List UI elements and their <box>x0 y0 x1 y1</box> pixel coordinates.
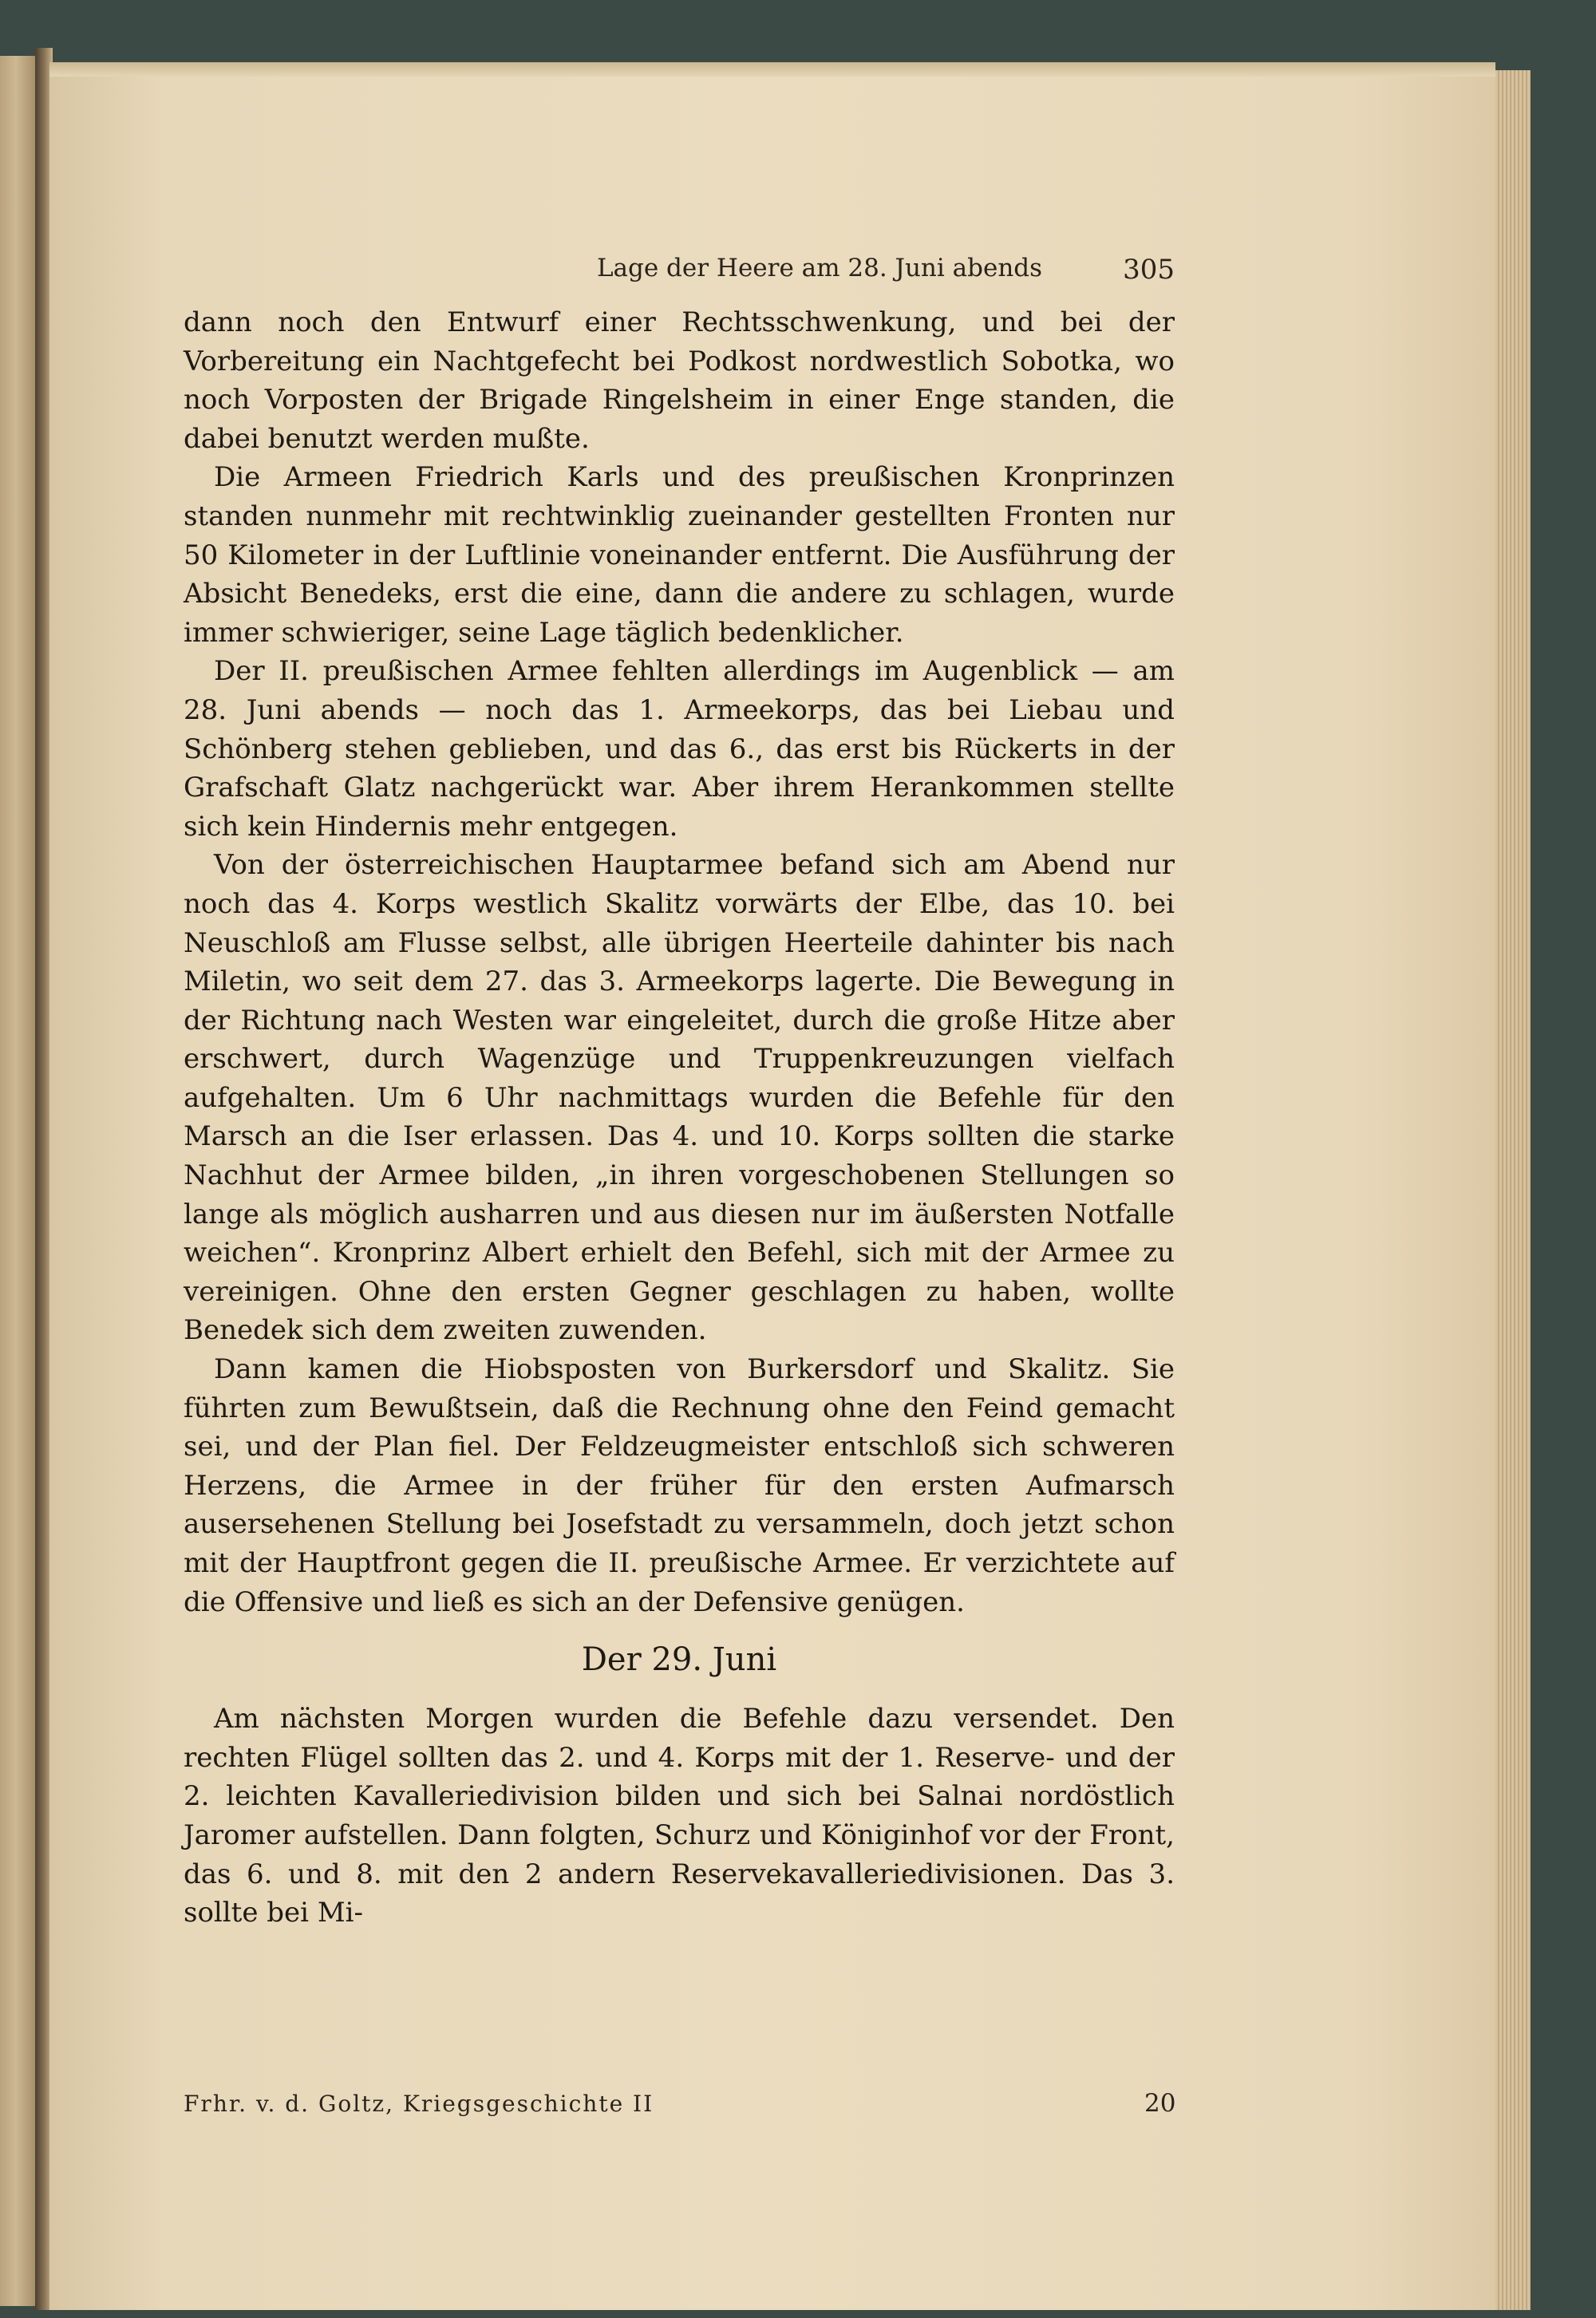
page-top-edge <box>49 62 1495 77</box>
sheet-number: 20 <box>1144 2089 1176 2118</box>
paragraph: dann noch den Entwurf einer Rechtsschwenkung, und bei der Vorbereitung ein Nachtgefecht bei Podkost nordwestlich Sobotka, wo noch Vorposten der Brigade Ringelsheim in einer Enge standen, die dabei benutzt werden mußte. <box>184 306 1175 455</box>
running-head: Lage der Heere am 28. Juni abends <box>596 254 1043 282</box>
left-page-edge <box>0 56 35 2306</box>
paragraph: Die Armeen Friedrich Karls und des preußischen Kronprinzen standen nunmehr mit rechtwinklig zueinander gestellten Fronten nur 50 Kilometer in der Luftlinie voneinander entfernt. Die Ausführung der Absicht Benedeks, erst die eine, dann die andere zu schlagen, wurde immer schwieriger, seine Lage täglich bedenklicher. <box>184 461 1175 649</box>
paragraph: Von der österreichischen Hauptarmee befand sich am Abend nur noch das 4. Korps westlich Skalitz vorwärts der Elbe, das 10. bei Neuschloß am Flusse selbst, alle übrigen Heerteile dahinter bis nach Miletin, wo seit dem 27. das 3. Armeekorps lagerte. Die Bewegung in der Richtung nach Westen war eingeleitet, durch die große Hitze aber erschwert, durch Wagenzüge und Truppenkreuzungen vielfach aufgehalten. Um 6 Uhr nachmittags wurden die Befehle für den Marsch an die Iser erlassen. Das 4. und 10. Korps sollten die starke Nachhut der Armee bilden, „in ihren vorgeschobenen Stellungen so lange als möglich ausharren und aus diesen nur im äußersten Notfalle weichen“. Kronprinz Albert erhielt den Befehl, sich mit der Armee zu vereinigen. Ohne den ersten Gegner geschlagen zu haben, wollte Benedek sich dem zweiten zuwenden. <box>184 849 1175 1347</box>
paragraph: Der II. preußischen Armee fehlten allerdings im Augenblick — am 28. Juni abends — noch das 1. Armeekorps, das bei Liebau und Schönberg stehen geblieben, und das 6., das erst bis Rückerts in der Grafschaft Glatz nachgerückt war. Aber ihrem Herankommen stellte sich kein Hindernis mehr entgegen. <box>184 655 1175 843</box>
page-number: 305 <box>1123 254 1175 286</box>
body-text <box>184 303 1175 1933</box>
footer-signature: Frhr. v. d. Goltz, Kriegsgeschichte II <box>184 2091 654 2117</box>
section-heading: Der 29. Juni <box>581 1641 777 1679</box>
paragraph: Am nächsten Morgen wurden die Befehle dazu versendet. Den rechten Flügel sollten das 2. und 4. Korps mit der 1. Reserve- und der 2. leichten Kavalleriedivision bilden und sich bei Salnai nordöstlich Jaromer aufstellen. Dann folgten, Schurz und Königinhof vor der Front, das 6. und 8. mit den 2 andern Reservekavalleriedivisionen. Das 3. sollte bei Mi- <box>184 1703 1175 1929</box>
paragraph: Dann kamen die Hiobsposten von Burkersdorf und Skalitz. Sie führten zum Bewußtsein, daß die Rechnung ohne den Feind gemacht sei, und der Plan fiel. Der Feldzeugmeister entschloß sich schweren Herzens, die Armee in der früher für den ersten Aufmarsch ausersehenen Stellung bei Josefstadt zu versammeln, doch jetzt schon mit der Hauptfront gegen die II. preußische Armee. Er verzichtete auf die Offensive und ließ es sich an der Defensive genügen. <box>184 1353 1175 1618</box>
page-fore-edge <box>1495 70 1531 2310</box>
